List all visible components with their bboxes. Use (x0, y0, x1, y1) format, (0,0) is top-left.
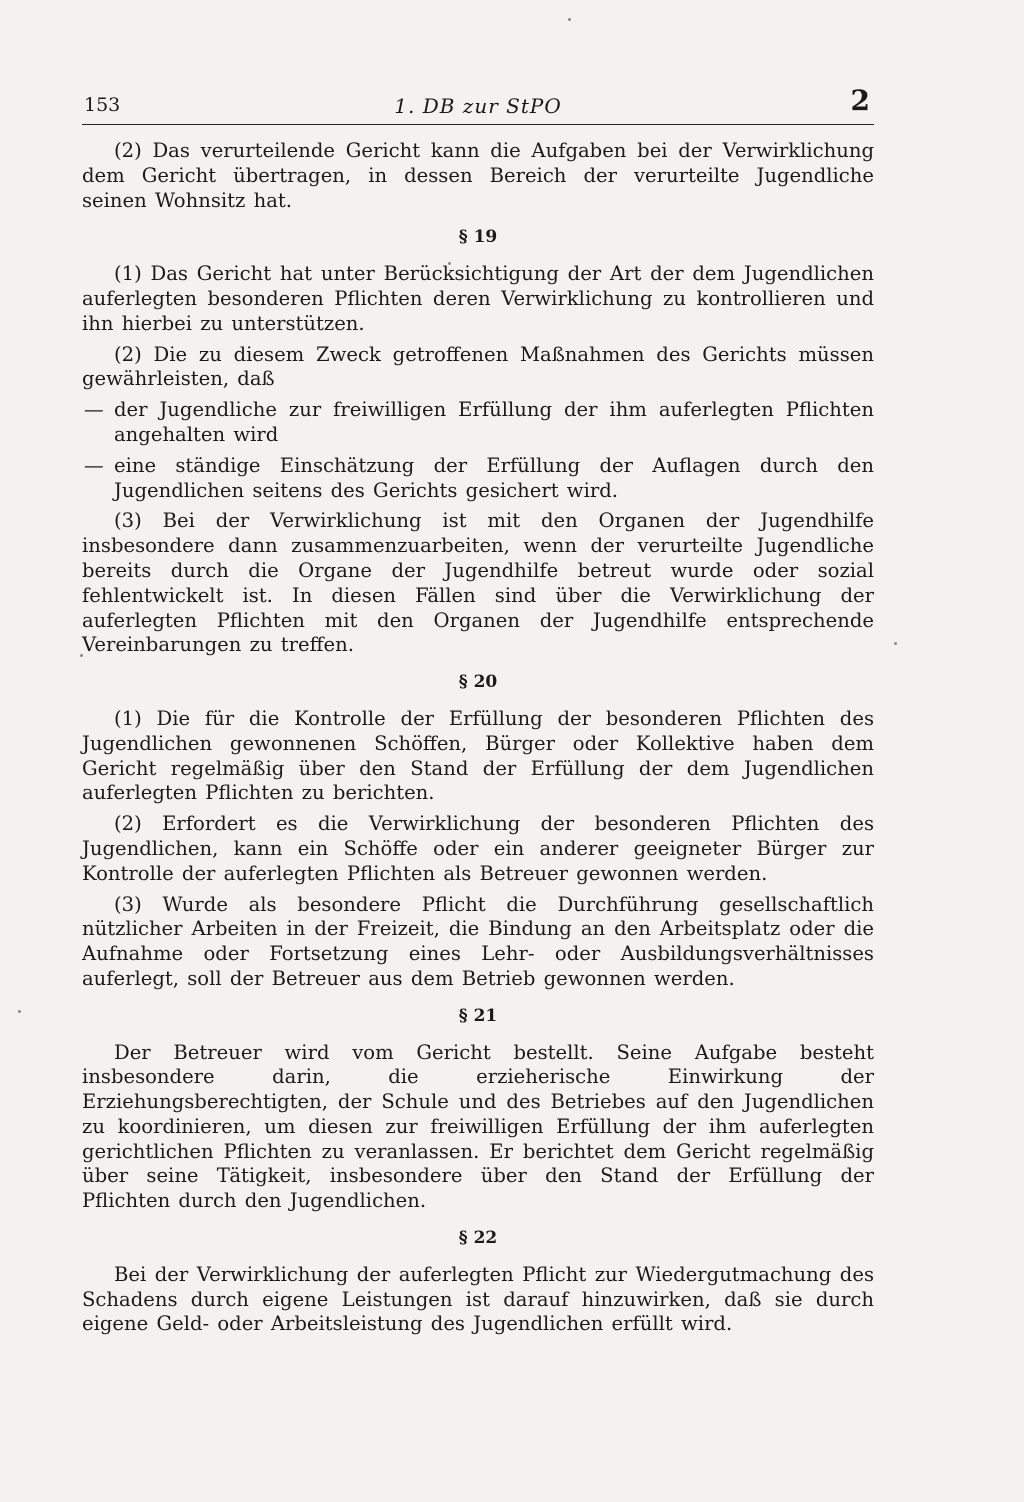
paragraph: (2) Die zu diesem Zweck getroffenen Maßnahmen des Gerichts müssen gewährleisten, daß (82, 342, 874, 391)
document-page (82, 84, 874, 1343)
paragraph: (2) Das verurteilende Gericht kann die Aufgaben bei der Verwirklichung dem Gericht übertragen, in dessen Bereich der verurteilte Jugendliche seinen Wohnsitz hat. (82, 139, 874, 212)
page-header (82, 84, 874, 125)
section-number: 2 (850, 84, 870, 117)
section-heading: § 21 (458, 1005, 498, 1026)
section-heading: § 20 (458, 672, 498, 693)
paragraph: (1) Das Gericht hat unter Berücksichtigung der Art der dem Jugendlichen auferlegten besonderen Pflichten deren Verwirklichung zu kontrollieren und ihn hierbei zu unterstützen. (82, 262, 874, 335)
paragraph: (3) Wurde als besondere Pflicht die Durchführung gesellschaftlich nützlicher Arbeiten in der Freizeit, die Bindung an den Arbeitsplatz oder die Aufnahme oder Fortsetzung eines Lehr- oder Ausbildungsverhältnisses auferlegt, soll der Betreuer aus dem Betrieb gewonnen werden. (82, 892, 874, 990)
scan-speck (18, 1010, 21, 1013)
paragraph: (1) Die für die Kontrolle der Erfüllung der besonderen Pflichten des Jugendlichen gewonnenen Schöffen, Bürger oder Kollektive haben dem Gericht regelmäßig über den Stand der Erfüllung der dem Jugendlichen auferlegten Pflichten zu berichten. (82, 706, 874, 805)
scan-speck (568, 18, 571, 21)
paragraph: Der Betreuer wird vom Gericht bestellt. Seine Aufgabe besteht insbesondere darin, die erzieherische Einwirkung der Erziehungsberechtigten, der Schule und des Betriebes auf den Jugendlichen zu koordinieren, um diesen zur freiwilligen Erfüllung der ihm auferlegten gerichtlichen Pflichten zu veranlassen. Er berichtet dem Gericht regelmäßig über seine Tätigkeit, insbesondere über den Stand der Erfüllung der Pflichten durch den Jugendlichen. (82, 1040, 874, 1213)
dash-bullet: — (84, 398, 104, 422)
paragraph: (3) Bei der Verwirklichung ist mit den Organen der Jugendhilfe insbesondere dann zusammenzuarbeiten, wenn der verurteilte Jugendliche bereits durch die Organe der Jugendhilfe betreut wurde oder sozial fehlentwickelt ist. In diesen Fällen sind über die Verwirklichung der auferlegten Pflichten mit den Organen der Jugendhilfe entsprechende Vereinbarungen zu treffen. (82, 509, 874, 657)
list-item (82, 454, 874, 504)
running-title: 1. DB zur StPO (394, 94, 562, 118)
page-body (82, 139, 874, 1337)
list-item-text: der Jugendliche zur freiwilligen Erfüllung der ihm auferlegten Pflichten angehalten wird (114, 398, 874, 446)
list-item (82, 398, 874, 448)
section-heading: § 22 (458, 1228, 498, 1249)
paragraph: (2) Erfordert es die Verwirklichung der besonderen Pflichten des Jugendlichen, kann ein Schöffe oder ein anderer geeigneter Bürger zur Kontrolle der auferlegten Pflichten als Betreuer gewonnen werden. (82, 812, 874, 885)
list-item-text: eine ständige Einschätzung der Erfüllung der Auflagen durch den Jugendlichen seitens des Gerichts gesichert wird. (114, 453, 874, 502)
paragraph: Bei der Verwirklichung der auferlegten Pflicht zur Wiedergutmachung des Schadens durch eigene Leistungen ist darauf hinzuwirken, daß sie durch eigene Geld- oder Arbeitsleistung des Jugendlichen erfüllt wird. (82, 1262, 874, 1336)
scan-speck (894, 642, 897, 645)
page-number: 153 (84, 94, 121, 116)
dash-bullet: — (84, 453, 104, 477)
section-heading: § 19 (458, 227, 498, 248)
